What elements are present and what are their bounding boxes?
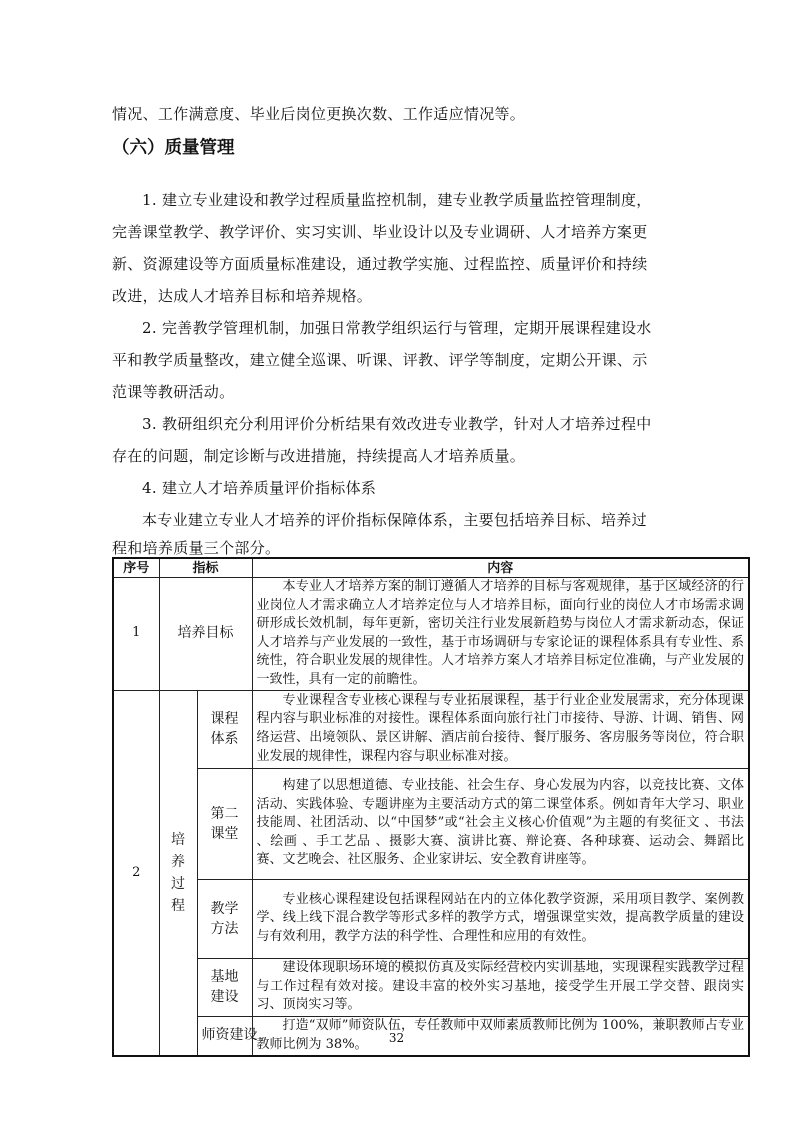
indicator-char: 过 bbox=[171, 875, 185, 892]
paragraph-2-line-3: 范课等教研活动。 bbox=[112, 383, 235, 401]
row-indicator-vertical bbox=[159, 690, 197, 1056]
indicator-char: 培 bbox=[171, 831, 185, 848]
header-content: 内容 bbox=[252, 558, 749, 578]
evaluation-index-table bbox=[112, 557, 750, 1057]
paragraph-2-line-1: 2. 完善教学管理机制，加强日常教学组织运行与管理，定期开展课程建设水 bbox=[142, 319, 652, 337]
header-indicator: 指标 bbox=[159, 558, 252, 578]
paragraph-3-line-1: 3. 教研组织充分利用评价分析结果有效改进专业教学，针对人才培养过程中 bbox=[142, 415, 652, 433]
table-row bbox=[113, 768, 749, 879]
sub-indicator: 第二课堂 bbox=[197, 768, 252, 879]
text-line: 情况、工作满意度、毕业后岗位更换次数、工作适应情况等。 bbox=[112, 105, 526, 123]
header-serial-no: 序号 bbox=[113, 558, 159, 578]
table-row bbox=[113, 578, 749, 691]
indicator-char: 养 bbox=[171, 853, 185, 870]
page-number: 32 bbox=[388, 1031, 405, 1045]
sub-indicator: 教学方法 bbox=[197, 879, 252, 958]
paragraph-2-line-2: 平和教学质量整改，建立健全巡课、听课、评教、评学等制度，定期公开课、示 bbox=[112, 351, 648, 369]
sub-content: 专业课程含专业核心课程与专业拓展课程，基于行业企业发展需求，充分体现课程内容与职业标准的对接性。课程体系面向旅行社门市接待、导游、计调、销售、网络运营、出境领队、景区讲解、酒店前台接待、餐厅服务、客房服务等岗位，符合职业发展的规律性，课程内容与职业标准对接。 bbox=[252, 690, 749, 768]
sub-content: 专业核心课程建设包括课程网站在内的立体化教学资源，采用项目教学、案例教学、线上线下混合教学等形式多样的教学方式，增强课堂实效，提高教学质量的建设与有效利用，教学方法的科学性、合理性和应用的有效性。 bbox=[252, 879, 749, 958]
paragraph-1-line-3: 新、资源建设等方面质量标准建设，通过教学实施、过程监控、质量评价和持续 bbox=[112, 255, 648, 273]
paragraph-4-line: 4. 建立人才培养质量评价指标体系 bbox=[142, 479, 377, 497]
indicator-char: 程 bbox=[171, 897, 185, 914]
paragraph-1-line-4: 改进，达成人才培养目标和培养规格。 bbox=[112, 287, 373, 305]
row-content: 本专业人才培养方案的制订遵循人才培养的目标与客观规律，基于区域经济的行业岗位人才需求确立人才培养定位与人才培养目标，面向行业的岗位人才市场需求调研形成长效机制，每年更新，密切关注行业发展新趋势与岗位人才需求新动态，保证人才培养与产业发展的一致性，基于市场调研与专家论证的课程体系具有专业性、系统性，符合职业发展的规律性。人才培养方案人才培养目标定位准确，与产业发展的一致性，具有一定的前瞻性。 bbox=[252, 578, 749, 691]
table-row bbox=[113, 690, 749, 768]
sub-content: 构建了以思想道德、专业技能、社会生存、身心发展为内容，以竞技比赛、文体活动、实践体验、专题讲座为主要活动方式的第二课堂体系。例如青年大学习、职业技能周、社团活动、以“中国梦”或“社会主义核心价值观”为主题的有奖征文 、书法 、绘画 、手工艺品 、摄影大赛、演讲比赛、辩论赛、各种球赛、运动会、舞蹈比赛、文艺晚会、社区服务、企业家讲坛、安全教育讲座等。 bbox=[252, 768, 749, 879]
paragraph-1-line-2: 完善课堂教学、教学评价、实习实训、毕业设计以及专业调研、人才培养方案更 bbox=[112, 223, 648, 241]
sub-content: 打造“双师”师资队伍，专任教师中双师素质教师比例为 100%，兼职教师占专业教师比例为 38%。 bbox=[252, 1016, 749, 1056]
sub-content: 建设体现职场环境的模拟仿真及实际经营校内实训基地，实现课程实践教学过程与工作过程有效对接。建设丰富的校外实习基地，接受学生开展工学交替、跟岗实习、顶岗实习等。 bbox=[252, 958, 749, 1016]
sub-indicator: 基地建设 bbox=[197, 958, 252, 1016]
paragraph-5-line-1: 本专业建立专业人才培养的评价指标保障体系，主要包括培养目标、培养过 bbox=[142, 511, 647, 529]
table-header-row bbox=[113, 558, 749, 578]
row-serial-no: 1 bbox=[113, 578, 159, 691]
table-row bbox=[113, 879, 749, 958]
row-indicator: 培养目标 bbox=[159, 578, 252, 691]
paragraph-3-line-2: 存在的问题，制定诊断与改进措施，持续提高人才培养质量。 bbox=[112, 447, 526, 465]
paragraph-5-line-2: 程和培养质量三个部分。 bbox=[112, 539, 281, 557]
section-heading: （六）质量管理 bbox=[112, 138, 235, 158]
table-row bbox=[113, 958, 749, 1016]
row-serial-no: 2 bbox=[113, 690, 159, 1056]
sub-indicator: 师资建设 bbox=[197, 1016, 252, 1056]
sub-indicator: 课程体系 bbox=[197, 690, 252, 768]
paragraph-1-line-1: 1. 建立专业建设和教学过程质量监控机制，建专业教学质量监控管理制度， bbox=[142, 191, 652, 209]
